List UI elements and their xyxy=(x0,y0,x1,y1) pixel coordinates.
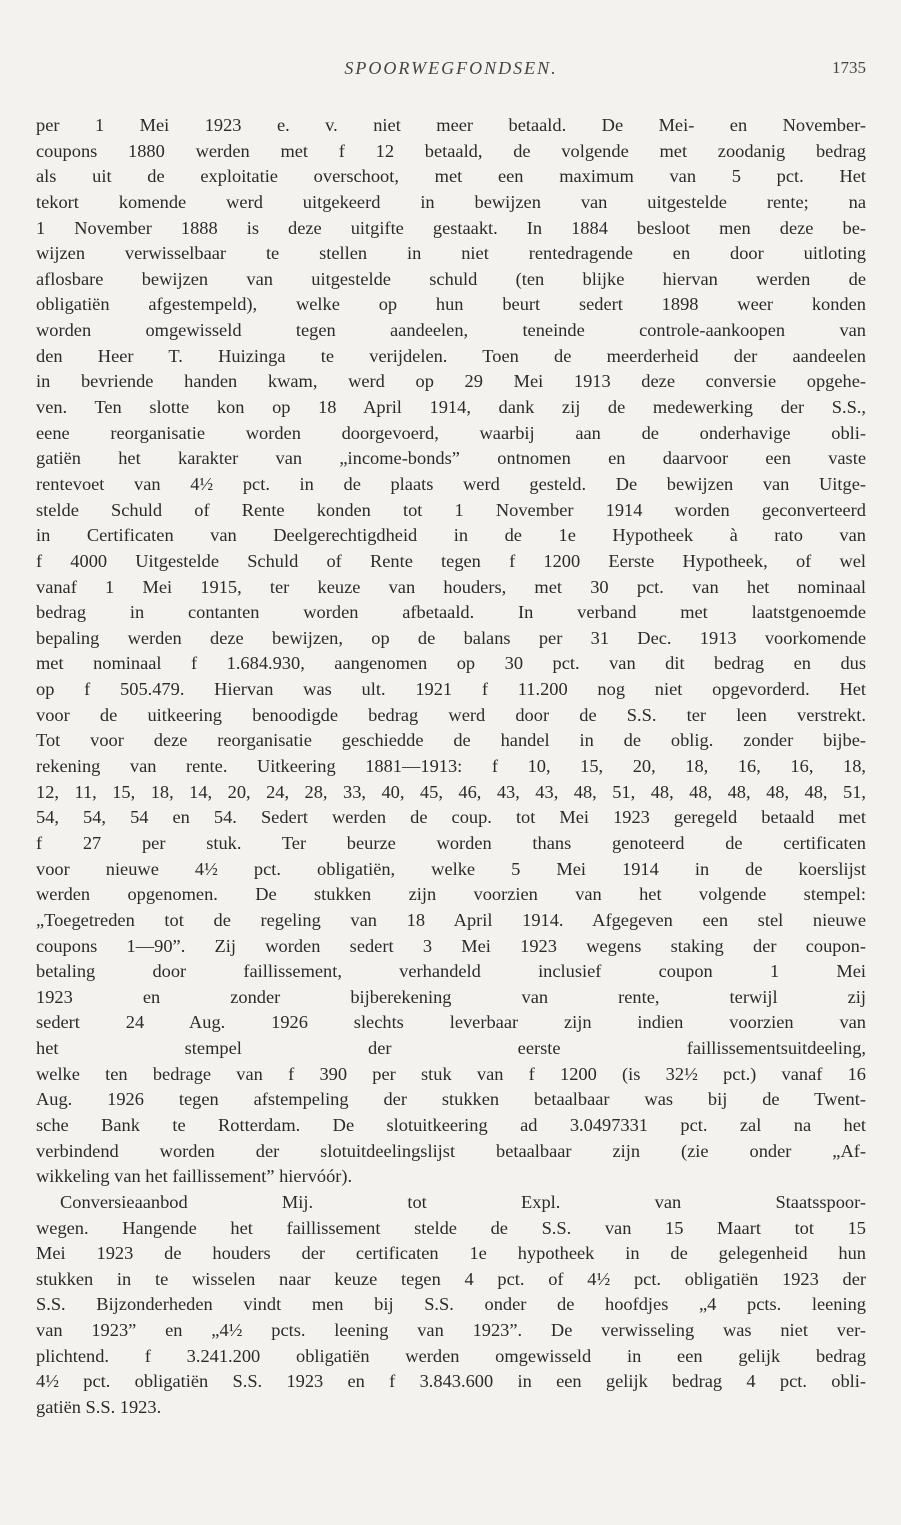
text-line: Mei 1923 de houders der certificaten 1e hypotheek in de gelegenheid hun xyxy=(36,1243,866,1264)
text-line: obligatiën afgestempeld), welke op hun beurt sedert 1898 weer konden xyxy=(36,294,866,315)
text-line: betaling door faillissement, verhandeld inclusief coupon 1 Mei xyxy=(36,961,866,982)
text-line: vanaf 1 Mei 1915, ter keuze van houders, met 30 pct. van het nominaal xyxy=(36,576,866,597)
text-line: gatiën het karakter van „income-bonds” ontnomen en daarvoor een vaste xyxy=(36,448,866,469)
text-line: tekort komende werd uitgekeerd in bewijzen van uitgestelde rente; na xyxy=(36,191,866,212)
running-title: SPOORWEGFONDSEN. xyxy=(344,58,558,78)
text-line: S.S. Bijzonderheden vindt men bij S.S. onder de hoofdjes „4 pcts. leening xyxy=(36,1294,866,1315)
text-line: welke ten bedrage van f 390 per stuk van f 1200 (is 32½ pct.) vanaf 16 xyxy=(36,1063,866,1084)
page-number: 1735 xyxy=(832,58,866,77)
text-line: wikkeling van het faillissement” hiervóór). xyxy=(36,1166,353,1187)
text-line: „Toegetreden tot de regeling van 18 April 1914. Afgegeven een stel nieuwe xyxy=(36,909,866,930)
text-line: voor nieuwe 4½ pct. obligatiën, welke 5 Mei 1914 in de koerslijst xyxy=(36,858,866,879)
text-line: stelde Schuld of Rente konden tot 1 November 1914 worden geconverteerd xyxy=(36,499,866,520)
text-line: als uit de exploitatie overschoot, met een maximum van 5 pct. Het xyxy=(36,166,866,187)
text-line: 1 November 1888 is deze uitgifte gestaakt. In 1884 besloot men deze be- xyxy=(36,217,866,238)
text-line: wijzen verwisselbaar te stellen in niet rentedragende en door uitloting xyxy=(36,243,866,264)
text-line: den Heer T. Huizinga te verijdelen. Toen de meerderheid der aandeelen xyxy=(36,345,866,366)
text-line: Conversieaanbod Mij. tot Expl. van Staatsspoor- xyxy=(60,1191,866,1212)
text-line: het stempel der eerste faillissementsuitdeeling, xyxy=(36,1038,866,1059)
text-line: stukken in te wisselen naar keuze tegen 4 pct. of 4½ pct. obligatiën 1923 der xyxy=(36,1268,866,1289)
text-line: eene reorganisatie worden doorgevoerd, waarbij aan de onderhavige obli- xyxy=(36,422,866,443)
text-line: 54, 54, 54 en 54. Sedert werden de coup. tot Mei 1923 geregeld betaald met xyxy=(36,807,866,828)
text-line: sche Bank te Rotterdam. De slotuitkeering ad 3.0497331 pct. zal na het xyxy=(36,1114,866,1135)
text-line: aflosbare bewijzen van uitgestelde schuld (ten blijke hiervan werden de xyxy=(36,268,866,289)
text-line: wegen. Hangende het faillissement stelde de S.S. van 15 Maart tot 15 xyxy=(36,1217,866,1238)
text-line: worden omgewisseld tegen aandeelen, teneinde controle-aankoopen van xyxy=(36,320,866,341)
text-line: Tot voor deze reorganisatie geschiedde de handel in de oblig. zonder bijbe- xyxy=(36,730,866,751)
text-line: 12, 11, 15, 18, 14, 20, 24, 28, 33, 40, 45, 46, 43, 43, 48, 51, 48, 48, 48, 48, 48, 51, xyxy=(36,781,866,802)
text-line: 4½ pct. obligatiën S.S. 1923 en f 3.843.600 in een gelijk bedrag 4 pct. obli- xyxy=(36,1371,866,1392)
text-line: sedert 24 Aug. 1926 slechts leverbaar zijn indien voorzien van xyxy=(36,1012,866,1033)
text-line: Aug. 1926 tegen afstempeling der stukken betaalbaar was bij de Twent- xyxy=(36,1089,866,1110)
text-line: coupons 1—90”. Zij worden sedert 3 Mei 1923 wegens staking der coupon- xyxy=(36,935,866,956)
text-line: van 1923” en „4½ pcts. leening van 1923”. De verwisseling was niet ver- xyxy=(36,1320,866,1341)
running-header xyxy=(36,58,866,86)
text-line: plichtend. f 3.241.200 obligatiën werden omgewisseld in een gelijk bedrag xyxy=(36,1345,866,1366)
text-line: f 27 per stuk. Ter beurze worden thans genoteerd de certificaten xyxy=(36,832,866,853)
text-line: op f 505.479. Hiervan was ult. 1921 f 11.200 nog niet opgevorderd. Het xyxy=(36,679,866,700)
text-line: rentevoet van 4½ pct. in de plaats werd gesteld. De bewijzen van Uitge- xyxy=(36,473,866,494)
text-line: bepaling werden deze bewijzen, op de balans per 31 Dec. 1913 voorkomende xyxy=(36,627,866,648)
text-line: rekening van rente. Uitkeering 1881—1913: f 10, 15, 20, 18, 16, 16, 18, xyxy=(36,756,866,777)
text-line: per 1 Mei 1923 e. v. niet meer betaald. De Mei- en November- xyxy=(36,115,866,135)
text-line: coupons 1880 werden met f 12 betaald, de volgende met zoodanig bedrag xyxy=(36,140,866,161)
text-line: ven. Ten slotte kon op 18 April 1914, dank zij de medewerking der S.S., xyxy=(36,397,866,418)
body-text xyxy=(36,113,866,1421)
text-line: in bevriende handen kwam, werd op 29 Mei 1913 deze conversie opgehe- xyxy=(36,371,866,392)
text-line: f 4000 Uitgestelde Schuld of Rente tegen f 1200 Eerste Hypotheek, of wel xyxy=(36,550,866,571)
text-line: in Certificaten van Deelgerechtigdheid in de 1e Hypotheek à rato van xyxy=(36,525,866,546)
text-line: 1923 en zonder bijberekening van rente, terwijl zij xyxy=(36,986,866,1007)
text-line: werden opgenomen. De stukken zijn voorzien van het volgende stempel: xyxy=(36,884,866,905)
text-line: bedrag in contanten worden afbetaald. In verband met laatstgenoemde xyxy=(36,602,866,623)
text-line: voor de uitkeering benoodigde bedrag werd door de S.S. ter leen verstrekt. xyxy=(36,704,866,725)
text-line: gatiën S.S. 1923. xyxy=(36,1397,162,1418)
text-line: met nominaal f 1.684.930, aangenomen op 30 pct. van dit bedrag en dus xyxy=(36,653,866,674)
text-line: verbindend worden der slotuitdeelingslijst betaalbaar zijn (zie onder „Af- xyxy=(36,1140,866,1161)
